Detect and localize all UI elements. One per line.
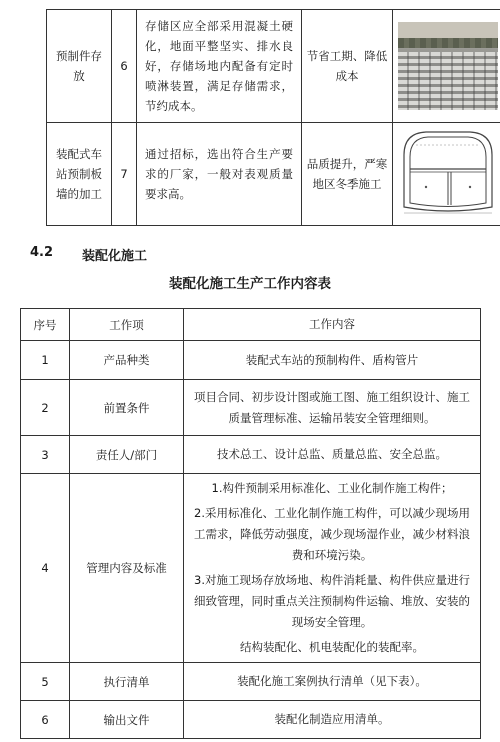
work-content: 装配化施工案例执行清单（见下表）。 — [184, 663, 481, 701]
column-header-no: 序号 — [21, 309, 70, 341]
work-item: 输出文件 — [70, 701, 184, 739]
work-content-table — [20, 308, 481, 739]
work-content: 项目合同、初步设计图或施工图、施工组织设计、施工质量管理标准、运输吊装安全管理细则。 — [184, 380, 481, 436]
work-item: 产品种类 — [70, 341, 184, 380]
table-title: 装配化施工生产工作内容表 — [169, 276, 331, 292]
work-item: 责任人/部门 — [70, 436, 184, 474]
work-content — [184, 474, 481, 663]
work-item: 执行清单 — [70, 663, 184, 701]
work-item: 管理内容及标准 — [70, 474, 184, 663]
work-content: 技术总工、设计总监、质量总监、安全总监。 — [184, 436, 481, 474]
measure-name: 预制件存放 — [47, 10, 112, 123]
column-header-item: 工作项 — [70, 309, 184, 341]
table-row — [21, 436, 481, 474]
measure-description: 存储区应全部采用混凝土硬化，地面平整坚实、排水良好，存储场地内配备有定时喷淋装置，满足存储需求，节约成本。 — [137, 10, 302, 123]
column-header-content: 工作内容 — [184, 309, 481, 341]
table-row — [47, 10, 500, 123]
row-number: 2 — [21, 380, 70, 436]
construction-measures-table — [46, 9, 500, 226]
measure-description: 通过招标，选出符合生产要求的厂家，一般对表观质量要求高。 — [137, 123, 302, 226]
content-line: 结构装配化、机电装配化的装配率。 — [240, 640, 424, 654]
work-content: 装配化制造应用清单。 — [184, 701, 481, 739]
content-line: 3.对施工现场存放场地、构件消耗量、构件供应量进行细致管理，同时重点关注预制构件运输、堆放、安装的现场安全管理。 — [194, 573, 470, 629]
content-line: 1.构件预制采用标准化、工业化制作施工构件； — [211, 481, 453, 495]
row-number: 5 — [21, 663, 70, 701]
row-number: 3 — [21, 436, 70, 474]
table-header-row — [21, 309, 481, 341]
work-item: 前置条件 — [70, 380, 184, 436]
measure-image-cell — [393, 123, 500, 226]
storage-yard-photo — [398, 22, 498, 110]
table-row — [21, 380, 481, 436]
table-row — [21, 663, 481, 701]
row-number: 4 — [21, 474, 70, 663]
table-row — [21, 701, 481, 739]
row-number: 6 — [21, 701, 70, 739]
section-number: 4.2 — [30, 245, 54, 260]
section-title: 装配化施工 — [82, 249, 148, 264]
content-line: 2.采用标准化、工业化制作施工构件，可以减少现场用工需求，降低劳动强度，减少现场湿作业，减少材料浪费和环境污染。 — [194, 506, 470, 562]
measure-image-cell — [393, 10, 500, 123]
measure-number: 7 — [112, 123, 137, 226]
work-content: 装配式车站的预制构件、盾构管片 — [184, 341, 481, 380]
table-row — [21, 341, 481, 380]
measure-effect: 品质提升，严寒地区冬季施工 — [302, 123, 393, 226]
row-number: 1 — [21, 341, 70, 380]
table-row — [47, 123, 500, 226]
station-cross-section-diagram — [396, 125, 500, 217]
measure-name: 装配式车站预制板墙的加工 — [47, 123, 112, 226]
measure-effect: 节省工期、降低成本 — [302, 10, 393, 123]
measure-number: 6 — [112, 10, 137, 123]
table-row — [21, 474, 481, 663]
